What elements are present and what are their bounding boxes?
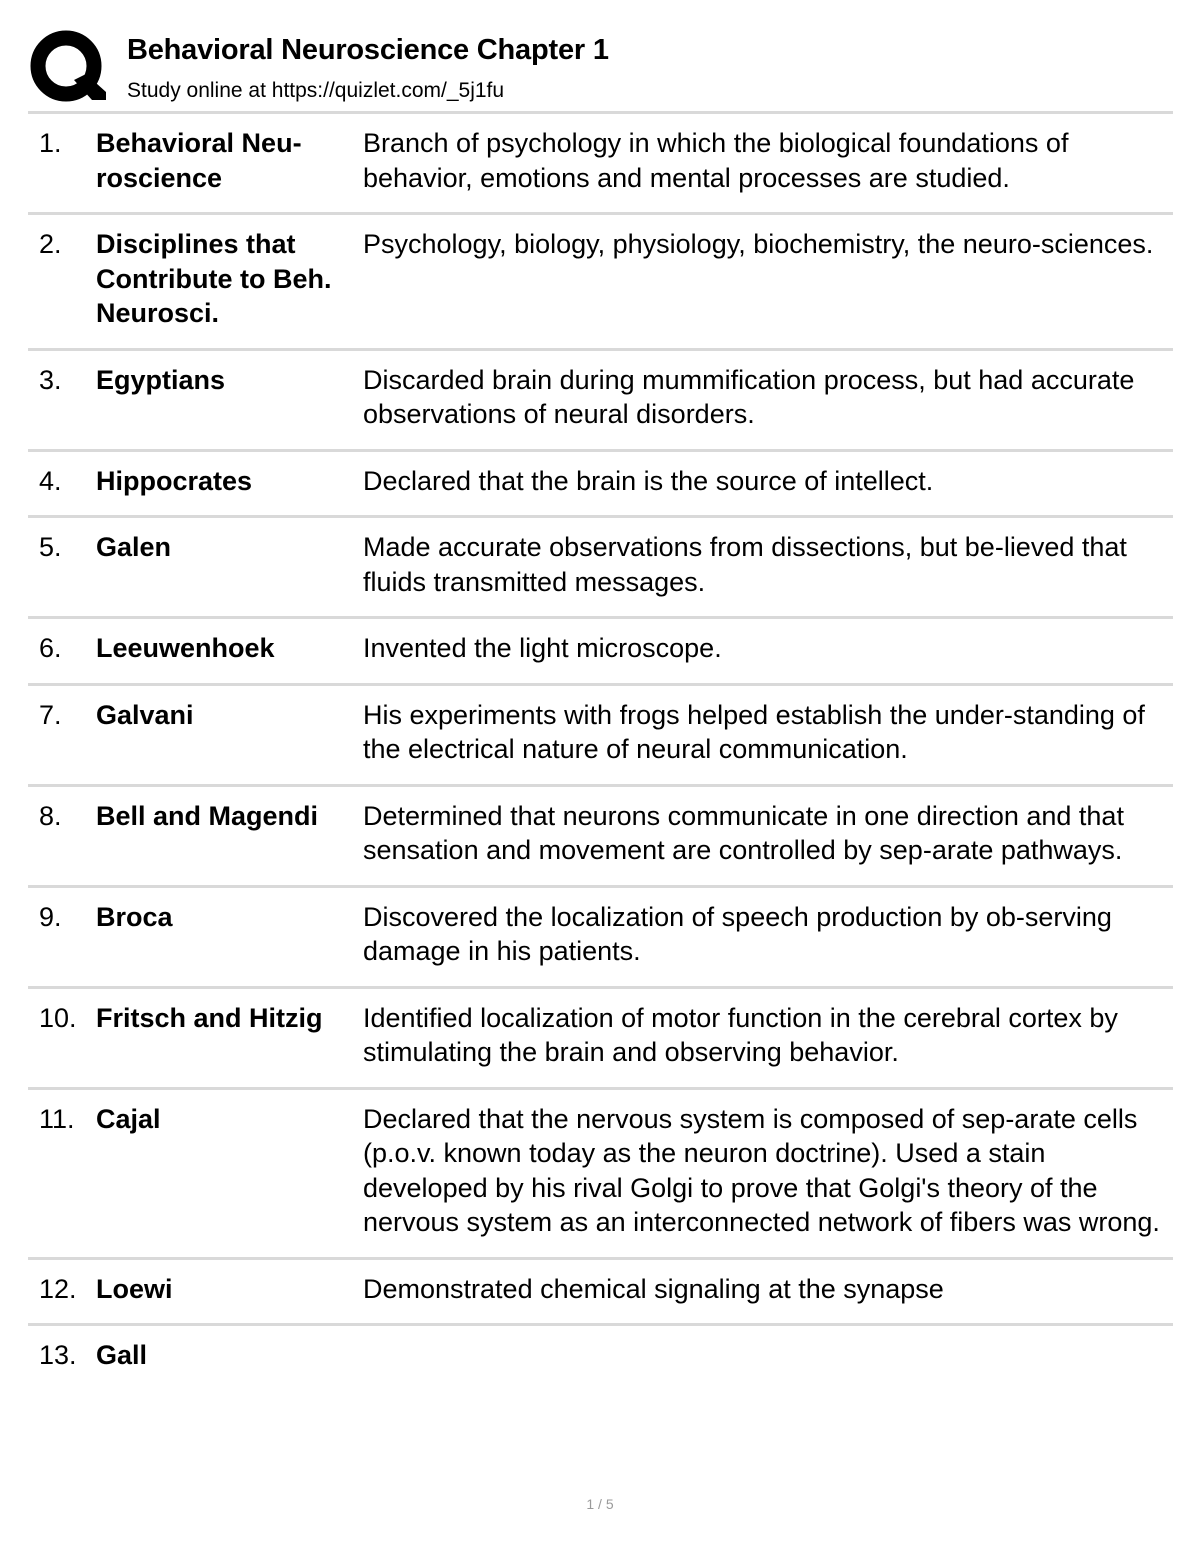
study-online-link[interactable]: Study online at https://quizlet.com/_5j1fu <box>127 79 505 102</box>
card-definition: Demonstrated chemical signaling at the synapse <box>363 1273 944 1304</box>
page-indicator: 1 / 5 <box>586 1496 614 1512</box>
card-definition: Declared that the nervous system is composed of sep-arate cells (p.o.v. known today as the neuron doctrine). Used a stain developed by his rival Golgi to prove that Golgi's theory of the nervous system as an interconnected network of fibers was wrong. <box>363 1103 1160 1237</box>
flashcard-row <box>28 787 1173 888</box>
card-number: 7. <box>39 699 62 730</box>
flashcard-row <box>28 989 1173 1090</box>
flashcard-row <box>28 686 1173 787</box>
card-number: 10. <box>39 1002 77 1033</box>
flashcard-row <box>28 452 1173 519</box>
card-term: Behavioral Neu-roscience <box>96 128 302 193</box>
flashcard-row <box>28 1260 1173 1327</box>
card-term: Leeuwenhoek <box>96 633 275 663</box>
flashcard-row <box>28 1326 1173 1390</box>
card-term: Fritsch and Hitzig <box>96 1002 323 1033</box>
card-term: Cajal <box>96 1103 161 1134</box>
card-number: 1. <box>39 128 62 158</box>
flashcard-row <box>28 619 1173 686</box>
flashcard-list <box>28 114 1173 1390</box>
card-definition: Identified localization of motor function in the cerebral cortex by stimulating the brain and observing behavior. <box>363 1002 1118 1067</box>
card-term: Broca <box>96 901 173 932</box>
card-definition: Declared that the brain is the source of intellect. <box>363 465 934 496</box>
card-number: 8. <box>39 800 62 831</box>
card-definition: Determined that neurons communicate in one direction and that sensation and movement are controlled by sep-arate pathways. <box>363 800 1124 865</box>
card-term: Gall <box>96 1340 148 1370</box>
quizlet-logo-icon <box>30 30 106 106</box>
flashcard-row <box>28 518 1173 619</box>
card-definition: Invented the light microscope. <box>363 633 722 663</box>
card-definition: Discovered the localization of speech production by ob-serving damage in his patients. <box>363 901 1112 966</box>
flashcard-row <box>28 114 1173 215</box>
card-definition: Discarded brain during mummification process, but had accurate observations of neural disorders. <box>363 364 1135 429</box>
card-term: Hippocrates <box>96 465 253 496</box>
document-header <box>30 30 1180 110</box>
card-number: 9. <box>39 901 62 932</box>
card-number: 6. <box>39 633 62 663</box>
card-number: 3. <box>39 364 62 395</box>
card-term: Galvani <box>96 699 194 730</box>
flashcard-row <box>28 1090 1173 1260</box>
card-term: Galen <box>96 532 172 562</box>
card-number: 12. <box>39 1273 77 1304</box>
card-definition: Made accurate observations from dissections, but be-lieved that fluids transmitted messages. <box>363 532 1127 597</box>
card-term: Loewi <box>96 1273 173 1304</box>
card-definition: Psychology, biology, physiology, biochemistry, the neuro-sciences. <box>363 229 1154 259</box>
card-number: 5. <box>39 532 62 562</box>
card-definition <box>363 1338 1173 1373</box>
flashcard-row <box>28 215 1173 351</box>
card-number: 4. <box>39 465 62 496</box>
card-number: 11. <box>39 1103 75 1134</box>
card-number: 2. <box>39 229 62 259</box>
card-term: Egyptians <box>96 364 226 395</box>
card-definition: His experiments with frogs helped establish the under-standing of the electrical nature of neural communication. <box>363 699 1145 764</box>
card-term: Disciplines that Contribute to Beh. Neurosci. <box>96 229 332 328</box>
flashcard-row <box>28 888 1173 989</box>
card-definition: Branch of psychology in which the biological foundations of behavior, emotions and mental processes are studied. <box>363 128 1069 193</box>
card-number: 13. <box>39 1340 77 1370</box>
document-title: Behavioral Neuroscience Chapter 1 <box>127 34 609 66</box>
flashcard-row <box>28 351 1173 452</box>
card-term: Bell and Magendi <box>96 800 319 831</box>
